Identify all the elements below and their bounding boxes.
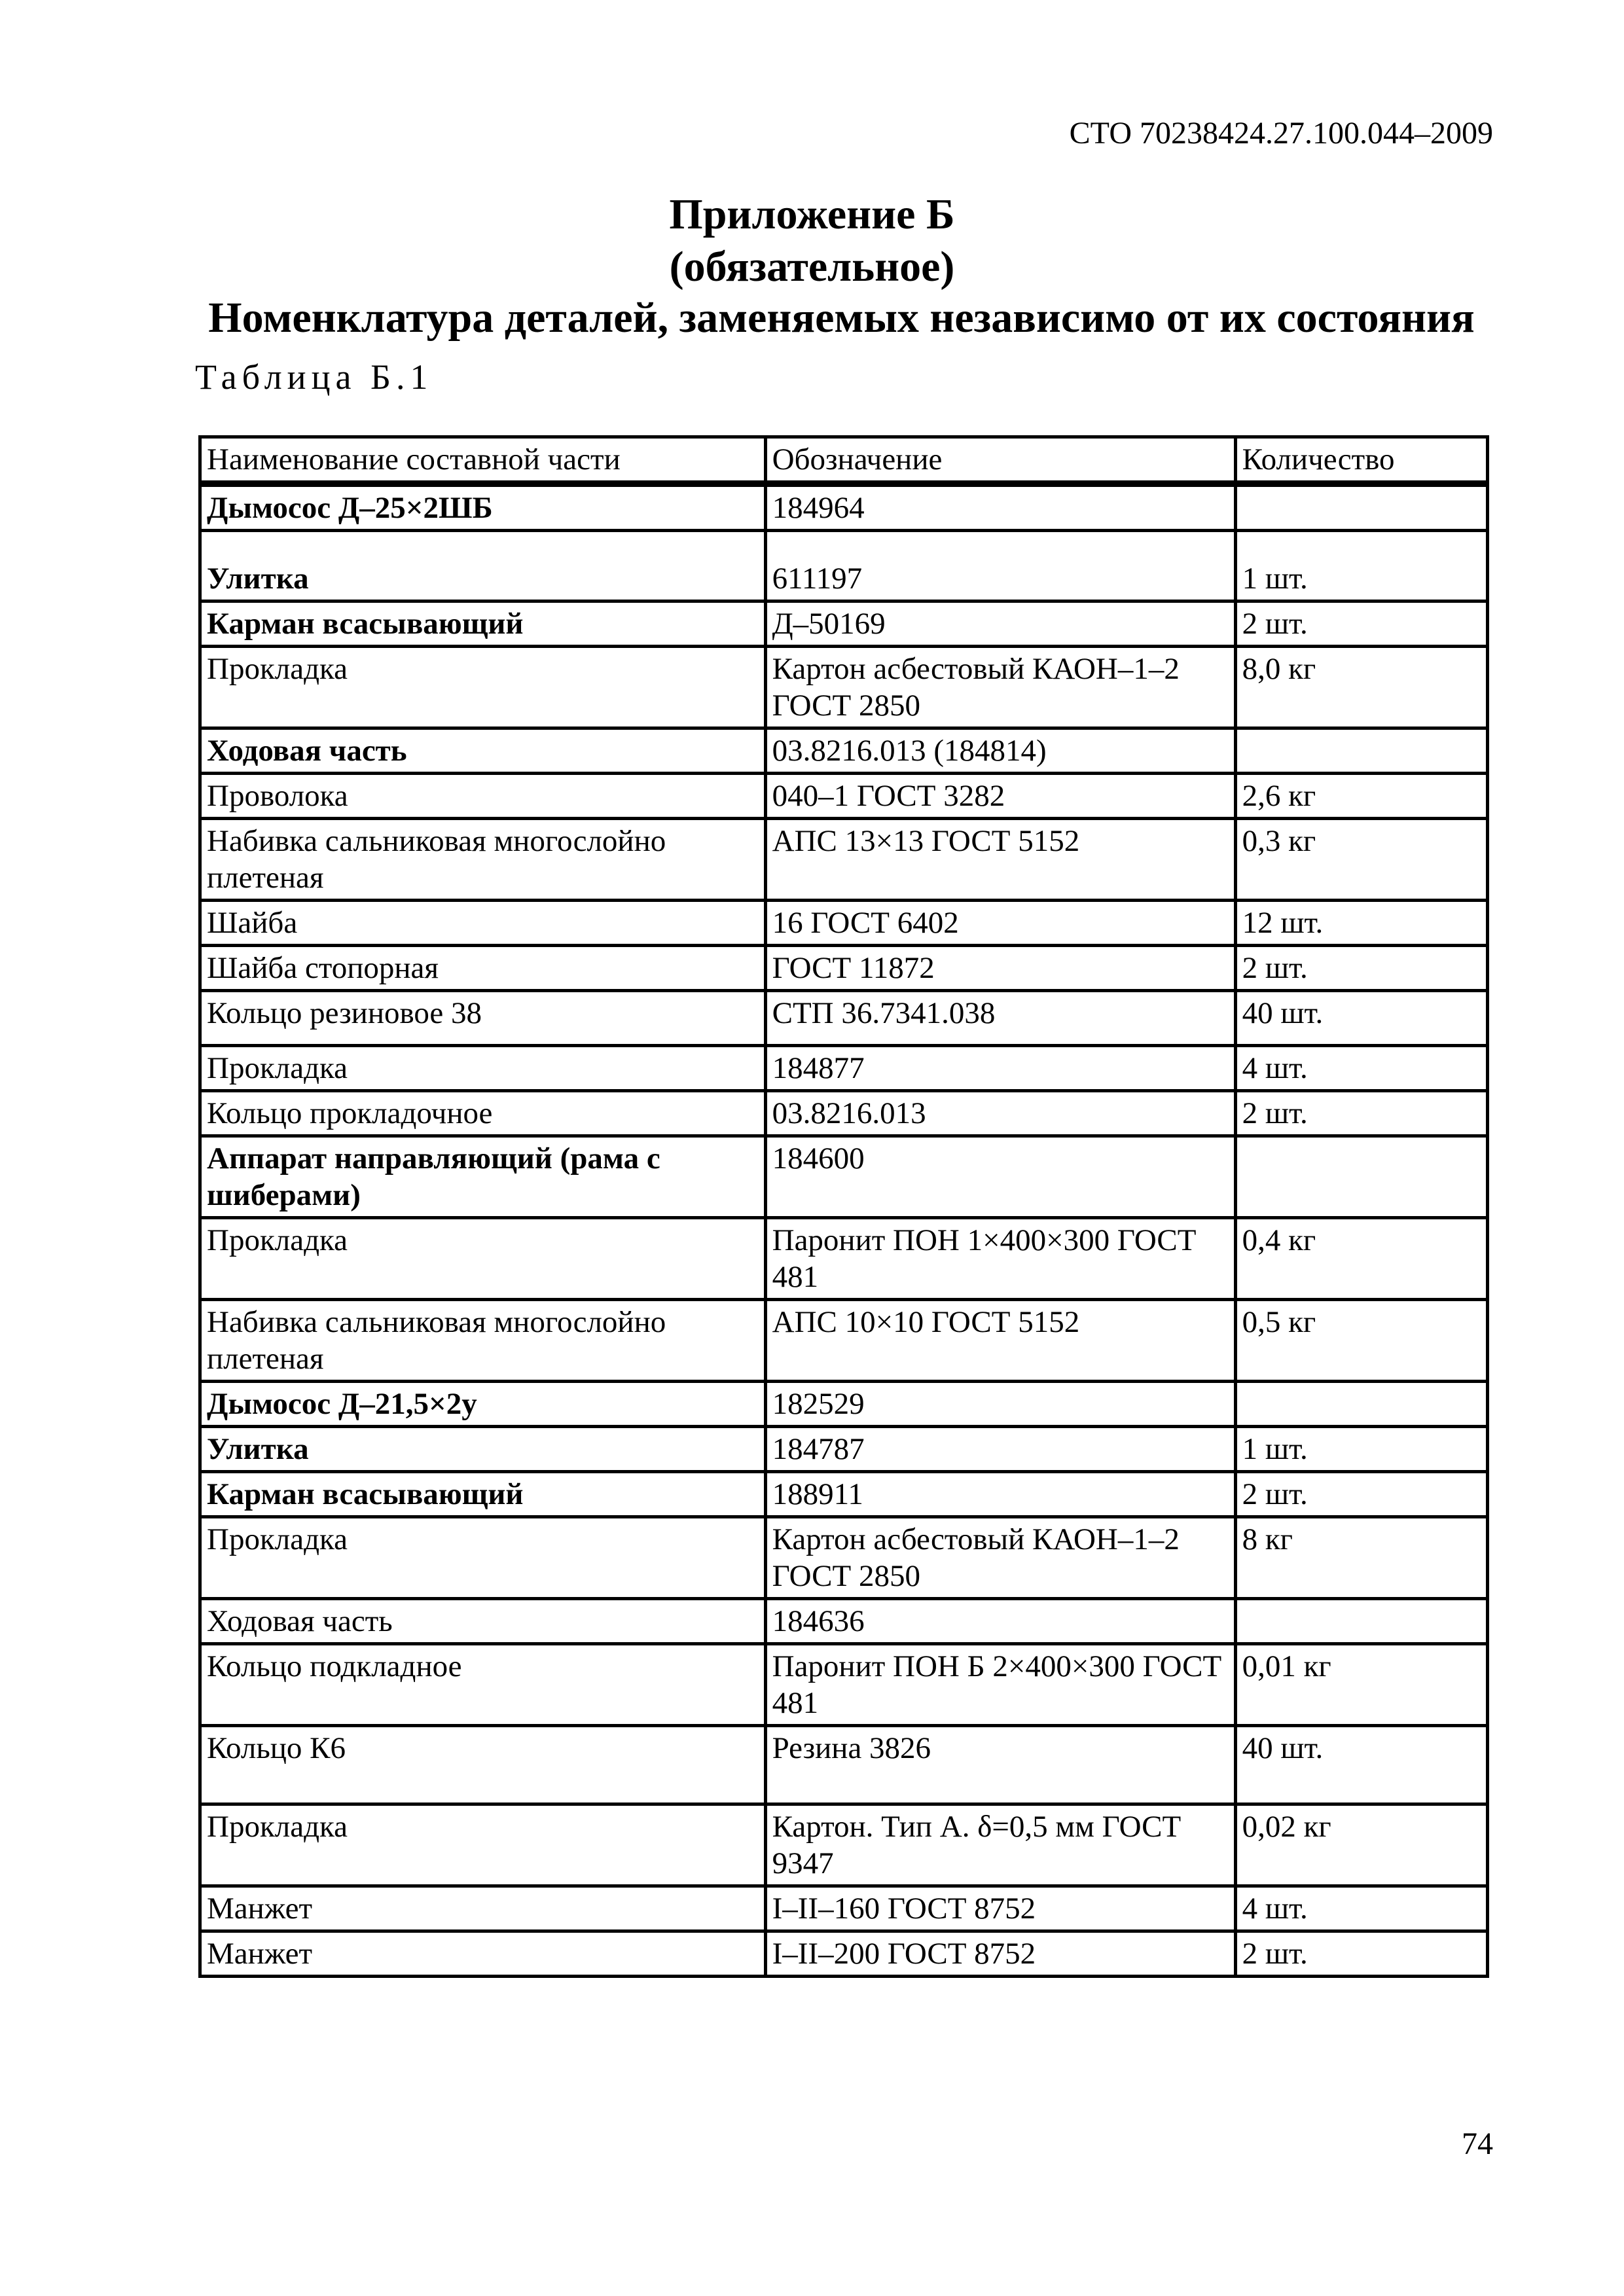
table-row [200,531,1488,601]
quantity-cell: 2 шт. [1235,601,1487,647]
table-row [200,1644,1488,1726]
designation-cell: Паронит ПОН 1×400×300 ГОСТ 481 [765,1218,1235,1300]
quantity-cell: 0,5 кг [1235,1300,1487,1382]
quantity-cell: 1 шт. [1235,531,1487,601]
table-header-row [200,437,1488,484]
quantity-cell: 12 шт. [1235,901,1487,946]
part-name-cell: Карман всасывающий [200,601,766,647]
part-name-cell: Улитка [200,1427,766,1472]
designation-cell: 184636 [765,1599,1235,1644]
table-row [200,901,1488,946]
table-row [200,1517,1488,1599]
designation-cell: Резина 3826 [765,1726,1235,1804]
designation-cell: Картон. Тип А. δ=0,5 мм ГОСТ 9347 [765,1804,1235,1886]
part-name-cell: Улитка [200,531,766,601]
part-name-cell: Кольцо прокладочное [200,1091,766,1136]
part-name-cell: Кольцо подкладное [200,1644,766,1726]
part-name-cell: Дымосос Д–21,5×2у [200,1382,766,1427]
table-row [200,1046,1488,1091]
document-code: СТО 70238424.27.100.044–2009 [1069,116,1493,151]
table-row [200,1091,1488,1136]
table-row [200,484,1488,531]
quantity-cell: 8,0 кг [1235,647,1487,728]
table-row [200,946,1488,991]
table-row [200,774,1488,819]
designation-cell: I–II–160 ГОСТ 8752 [765,1886,1235,1931]
designation-cell: 040–1 ГОСТ 3282 [765,774,1235,819]
designation-cell: 182529 [765,1382,1235,1427]
designation-cell: АПС 10×10 ГОСТ 5152 [765,1300,1235,1382]
designation-cell: Картон асбестовый КАОН–1–2 ГОСТ 2850 [765,1517,1235,1599]
parts-table [198,435,1489,1978]
part-name-cell: Прокладка [200,1218,766,1300]
designation-cell: СТП 36.7341.038 [765,991,1235,1046]
part-name-cell: Манжет [200,1886,766,1931]
table-row [200,1300,1488,1382]
quantity-cell [1235,484,1487,531]
part-name-cell: Шайба стопорная [200,946,766,991]
column-header-name: Наименование составной части [200,437,766,484]
table-row [200,1427,1488,1472]
appendix-status: (обязательное) [669,243,955,291]
quantity-cell: 4 шт. [1235,1886,1487,1931]
designation-cell: I–II–200 ГОСТ 8752 [765,1931,1235,1977]
part-name-cell: Прокладка [200,1804,766,1886]
part-name-cell: Набивка сальниковая многослойно плетеная [200,819,766,901]
part-name-cell: Прокладка [200,647,766,728]
quantity-cell: 4 шт. [1235,1046,1487,1091]
designation-cell: 611197 [765,531,1235,601]
quantity-cell: 0,02 кг [1235,1804,1487,1886]
designation-cell: 16 ГОСТ 6402 [765,901,1235,946]
designation-cell: 03.8216.013 (184814) [765,728,1235,774]
quantity-cell [1235,1599,1487,1644]
part-name-cell: Аппарат направляющий (рама с шиберами) [200,1136,766,1218]
part-name-cell: Ходовая часть [200,728,766,774]
part-name-cell: Карман всасывающий [200,1472,766,1517]
part-name-cell: Шайба [200,901,766,946]
table-row [200,991,1488,1046]
part-name-cell: Кольцо резиновое 38 [200,991,766,1046]
part-name-cell: Манжет [200,1931,766,1977]
quantity-cell: 2 шт. [1235,1472,1487,1517]
designation-cell: 03.8216.013 [765,1091,1235,1136]
quantity-cell: 0,3 кг [1235,819,1487,901]
table-row [200,1804,1488,1886]
designation-cell: 184877 [765,1046,1235,1091]
part-name-cell: Кольцо К6 [200,1726,766,1804]
quantity-cell: 40 шт. [1235,1726,1487,1804]
part-name-cell: Прокладка [200,1046,766,1091]
quantity-cell: 2 шт. [1235,946,1487,991]
table-row [200,1382,1488,1427]
part-name-cell: Ходовая часть [200,1599,766,1644]
table-row [200,1599,1488,1644]
table-row [200,1218,1488,1300]
quantity-cell [1235,1382,1487,1427]
table-label: Таблица Б.1 [195,357,433,397]
quantity-cell: 0,01 кг [1235,1644,1487,1726]
part-name-cell: Набивка сальниковая многослойно плетеная [200,1300,766,1382]
designation-cell: АПС 13×13 ГОСТ 5152 [765,819,1235,901]
quantity-cell: 2 шт. [1235,1931,1487,1977]
designation-cell: ГОСТ 11872 [765,946,1235,991]
designation-cell: 188911 [765,1472,1235,1517]
part-name-cell: Проволока [200,774,766,819]
column-header-quantity: Количество [1235,437,1487,484]
part-name-cell: Прокладка [200,1517,766,1599]
quantity-cell [1235,1136,1487,1218]
quantity-cell: 2,6 кг [1235,774,1487,819]
table-row [200,601,1488,647]
designation-cell: 184600 [765,1136,1235,1218]
page-number: 74 [1462,2126,1493,2161]
column-header-designation: Обозначение [765,437,1235,484]
designation-cell: Картон асбестовый КАОН–1–2 ГОСТ 2850 [765,647,1235,728]
appendix-subtitle: Номенклатура деталей, заменяемых независимо от их состояния [208,294,1475,342]
quantity-cell: 1 шт. [1235,1427,1487,1472]
designation-cell: Д–50169 [765,601,1235,647]
quantity-cell: 8 кг [1235,1517,1487,1599]
table-row [200,728,1488,774]
designation-cell: Паронит ПОН Б 2×400×300 ГОСТ 481 [765,1644,1235,1726]
table-row [200,819,1488,901]
quantity-cell: 40 шт. [1235,991,1487,1046]
table-row [200,1472,1488,1517]
table-row [200,1726,1488,1804]
part-name-cell: Дымосос Д–25×2ШБ [200,484,766,531]
table-row [200,1931,1488,1977]
table-row [200,647,1488,728]
quantity-cell: 0,4 кг [1235,1218,1487,1300]
quantity-cell [1235,728,1487,774]
table-row [200,1136,1488,1218]
table-row [200,1886,1488,1931]
designation-cell: 184964 [765,484,1235,531]
appendix-title: Приложение Б [669,190,955,238]
quantity-cell: 2 шт. [1235,1091,1487,1136]
designation-cell: 184787 [765,1427,1235,1472]
